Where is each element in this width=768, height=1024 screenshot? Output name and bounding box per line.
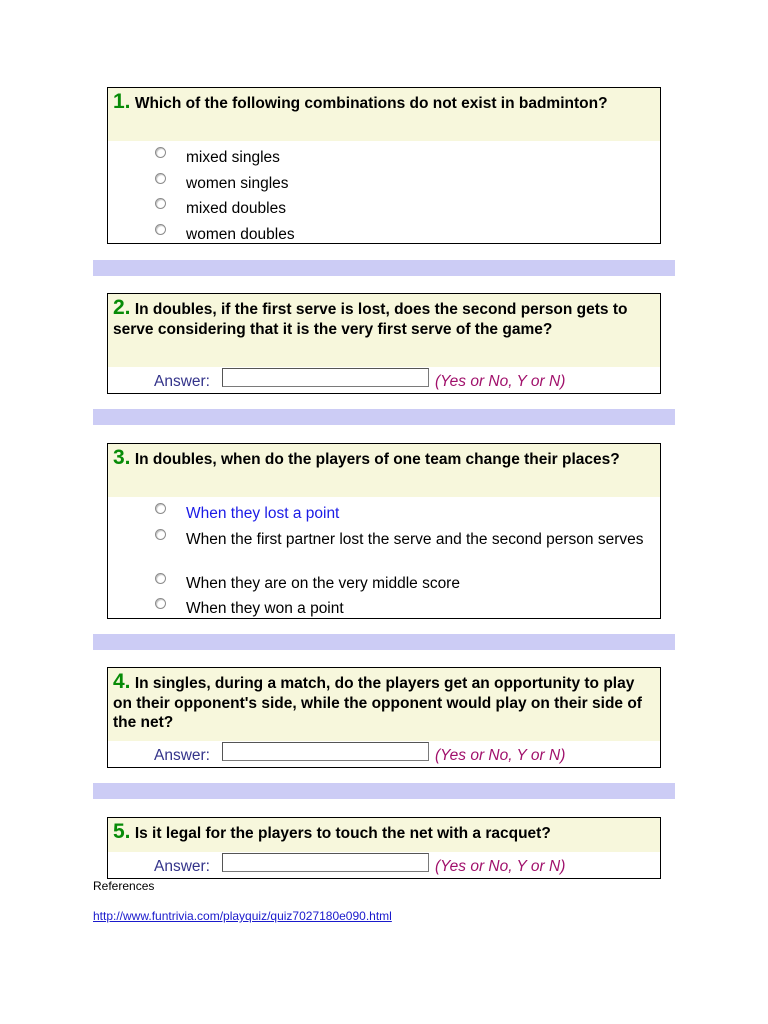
separator-bar: [93, 260, 675, 276]
question-1-header: [108, 88, 660, 141]
answer-label: Answer:: [154, 858, 210, 875]
question-5: [107, 817, 661, 879]
question-3: [107, 443, 661, 619]
question-text: Which of the following combinations do not exist in badminton?: [134, 95, 608, 112]
question-text: In doubles, when do the players of one team change their places?: [134, 451, 620, 468]
question-1-options: [108, 141, 660, 244]
question-number: 1.: [113, 90, 131, 113]
answer-label: Answer:: [154, 747, 210, 764]
question-text: In doubles, if the first serve is lost, does the second person gets to serve considering that it is the very first serve of the game?: [113, 301, 628, 338]
option-label: women singles: [186, 174, 289, 192]
question-3-options: [108, 497, 660, 619]
references-heading: References: [93, 879, 155, 893]
question-5-header: [108, 818, 660, 852]
question-text: Is it legal for the players to touch the net with a racquet?: [134, 825, 551, 842]
question-text: In singles, during a match, do the players get an opportunity to play on their opponent's side, while the opponent would play on their side of the net?: [113, 675, 642, 731]
option-label: When they won a point: [186, 600, 344, 617]
answer-hint: (Yes or No, Y or N): [435, 373, 566, 390]
option-mixed-singles[interactable]: [108, 148, 660, 174]
radio-button[interactable]: [155, 147, 166, 158]
answer-row: [108, 853, 660, 877]
radio-button[interactable]: [155, 198, 166, 209]
option-label: mixed doubles: [186, 200, 286, 217]
separator-bar: [93, 634, 675, 650]
answer-input[interactable]: [222, 742, 429, 761]
option-lost-a-point[interactable]: [108, 504, 660, 530]
question-number: 3.: [113, 446, 131, 469]
separator-bar: [93, 783, 675, 799]
option-women-singles[interactable]: [108, 174, 660, 200]
radio-button[interactable]: [155, 573, 166, 584]
question-1: [107, 87, 661, 244]
radio-button[interactable]: [155, 529, 166, 540]
radio-button[interactable]: [155, 598, 166, 609]
answer-row: [108, 368, 660, 392]
question-2-header: [108, 294, 660, 367]
question-3-header: [108, 444, 660, 497]
radio-button[interactable]: [155, 173, 166, 184]
option-won-a-point[interactable]: [108, 599, 660, 619]
radio-button[interactable]: [155, 503, 166, 514]
question-number: 4.: [113, 670, 131, 693]
answer-row: [108, 742, 660, 766]
answer-input[interactable]: [222, 853, 429, 872]
question-number: 5.: [113, 820, 131, 843]
question-4: [107, 667, 661, 768]
answer-label: Answer:: [154, 373, 210, 390]
option-label: When they are on the very middle score: [186, 574, 460, 592]
option-label: mixed singles: [186, 149, 280, 166]
option-women-doubles[interactable]: [108, 225, 660, 245]
option-first-partner-lost-serve[interactable]: [108, 530, 660, 574]
option-label: When the first partner lost the serve and the second person serves: [186, 530, 644, 548]
answer-hint: (Yes or No, Y or N): [435, 858, 566, 875]
option-mixed-doubles[interactable]: [108, 199, 660, 225]
radio-button[interactable]: [155, 224, 166, 235]
option-middle-score[interactable]: [108, 574, 660, 600]
reference-link[interactable]: http://www.funtrivia.com/playquiz/quiz7027180e090.html: [93, 909, 392, 923]
separator-bar: [93, 409, 675, 425]
question-number: 2.: [113, 296, 131, 319]
question-2: [107, 293, 661, 394]
question-4-header: [108, 668, 660, 741]
answer-input[interactable]: [222, 368, 429, 387]
option-label: women doubles: [186, 225, 295, 243]
option-label: When they lost a point: [186, 505, 340, 522]
answer-hint: (Yes or No, Y or N): [435, 747, 566, 764]
